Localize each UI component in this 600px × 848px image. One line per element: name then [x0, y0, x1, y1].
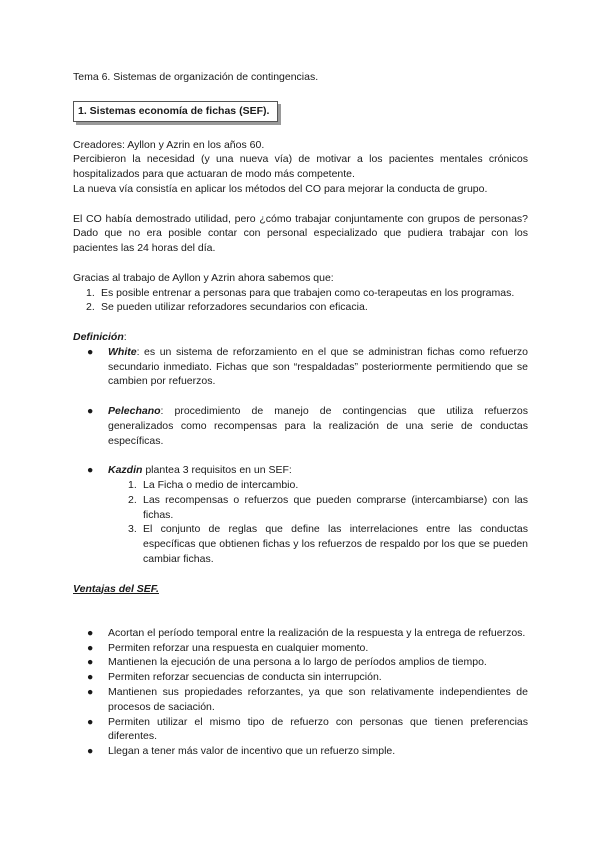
list-item	[73, 685, 528, 715]
list-text: Permiten reforzar secuencias de conducta sin interrupción.	[108, 671, 382, 684]
intro-new-way: La nueva vía consistía en aplicar los métodos del CO para mejorar la conducta de grupo.	[73, 182, 488, 195]
author-name: Pelechano	[108, 404, 161, 417]
bullet-icon: ●	[87, 404, 94, 417]
ventajas-heading	[73, 582, 528, 597]
list-item	[73, 463, 528, 478]
gracias-list	[73, 286, 528, 316]
definition-text: : procedimiento de manejo de contingencias que utiliza refuerzos generalizados como recompensas para la realización de una serie de conductas específicas.	[108, 404, 528, 447]
bullet-icon: ●	[87, 671, 94, 684]
intro-creators: Creadores: Ayllon y Azrin en los años 60.	[73, 138, 265, 151]
document-page	[73, 70, 528, 759]
list-item	[73, 478, 528, 493]
bullet-icon: ●	[87, 715, 94, 728]
bullet-icon: ●	[87, 656, 94, 669]
list-item	[73, 744, 528, 759]
section-title: 1. Sistemas economía de fichas (SEF).	[78, 104, 270, 117]
list-text: Mantienen sus propiedades reforzantes, ya que son relativamente independientes de procesos de saciación.	[108, 686, 528, 713]
definicion-heading	[73, 330, 528, 345]
list-number: 2.	[128, 493, 137, 506]
list-item	[73, 286, 528, 301]
bullet-icon: ●	[87, 626, 94, 639]
list-item	[73, 715, 528, 745]
list-item	[73, 493, 528, 523]
list-item	[73, 670, 528, 685]
list-text: Mantienen la ejecución de una persona a lo largo de períodos amplios de tiempo.	[108, 656, 487, 669]
gracias-intro: Gracias al trabajo de Ayllon y Azrin ahora sabemos que:	[73, 271, 334, 284]
document-subtitle: Tema 6. Sistemas de organización de contingencias.	[73, 71, 319, 83]
author-name: Kazdin	[108, 464, 143, 477]
list-item	[73, 522, 528, 566]
bullet-icon: ●	[87, 745, 94, 758]
ventajas-title: Ventajas del SEF.	[73, 582, 159, 595]
bullet-icon: ●	[87, 464, 94, 477]
list-item	[73, 655, 528, 670]
list-number: 3.	[128, 523, 137, 536]
ventajas-list	[73, 626, 528, 759]
kazdin-requirements	[73, 478, 528, 567]
list-text: Acortan el período temporal entre la realización de la respuesta y la entrega de refuerzos.	[108, 626, 526, 639]
definicion-list-2	[73, 404, 528, 448]
list-item	[73, 300, 528, 315]
kazdin-text: plantea 3 requisitos en un SEF:	[142, 464, 292, 477]
list-text: Es posible entrenar a personas para que trabajen como co-terapeutas en los programas.	[101, 286, 515, 299]
list-item	[73, 345, 528, 389]
definicion-colon: :	[123, 330, 127, 343]
definition-text: : es un sistema de reforzamiento en el que se administran fichas como refuerzo secundario inmediato. Fichas que son “respaldadas” posteriormente permitiendo que se cambien por refuerzos.	[108, 345, 528, 388]
list-text: Llegan a tener más valor de incentivo que un refuerzo simple.	[108, 745, 396, 758]
list-text: Permiten reforzar una respuesta en cualquier momento.	[108, 641, 369, 654]
definicion-list	[73, 345, 528, 389]
definicion-label: Definición	[73, 330, 124, 343]
list-text: La Ficha o medio de intercambio.	[143, 478, 299, 491]
list-item	[73, 626, 528, 641]
bullet-icon: ●	[87, 641, 94, 654]
list-item	[73, 641, 528, 656]
intro-need: Percibieron la necesidad (y una nueva vía) de motivar a los pacientes mentales crónicos hospitalizados para que actuaran de modo más competente.	[73, 153, 528, 181]
list-number: 1.	[86, 286, 95, 299]
co-paragraph: El CO había demostrado utilidad, pero ¿cómo trabajar conjuntamente con grupos de personas? Dado que no era posible contar con personal especializado que pudiera trabajar con los pacientes las 24 horas del día.	[73, 212, 528, 255]
list-text: Se pueden utilizar reforzadores secundarios con eficacia.	[101, 301, 368, 314]
author-name: White	[108, 345, 137, 358]
bullet-icon: ●	[87, 345, 94, 358]
list-number: 2.	[86, 301, 95, 314]
list-text: El conjunto de reglas que define las interrelaciones entre las conductas específicas que obtienen fichas y los refuerzos de respaldo por los que se pueden cambiar fichas.	[143, 523, 528, 565]
list-item	[73, 404, 528, 448]
bullet-icon: ●	[87, 686, 94, 699]
section-title-box	[73, 101, 278, 122]
kazdin-list	[73, 463, 528, 478]
list-text: Permiten utilizar el mismo tipo de refuerzo con personas que tienen preferencias diferentes.	[108, 715, 528, 743]
list-text: Las recompensas o refuerzos que pueden comprarse (intercambiarse) con las fichas.	[143, 493, 528, 521]
list-number: 1.	[128, 478, 137, 491]
